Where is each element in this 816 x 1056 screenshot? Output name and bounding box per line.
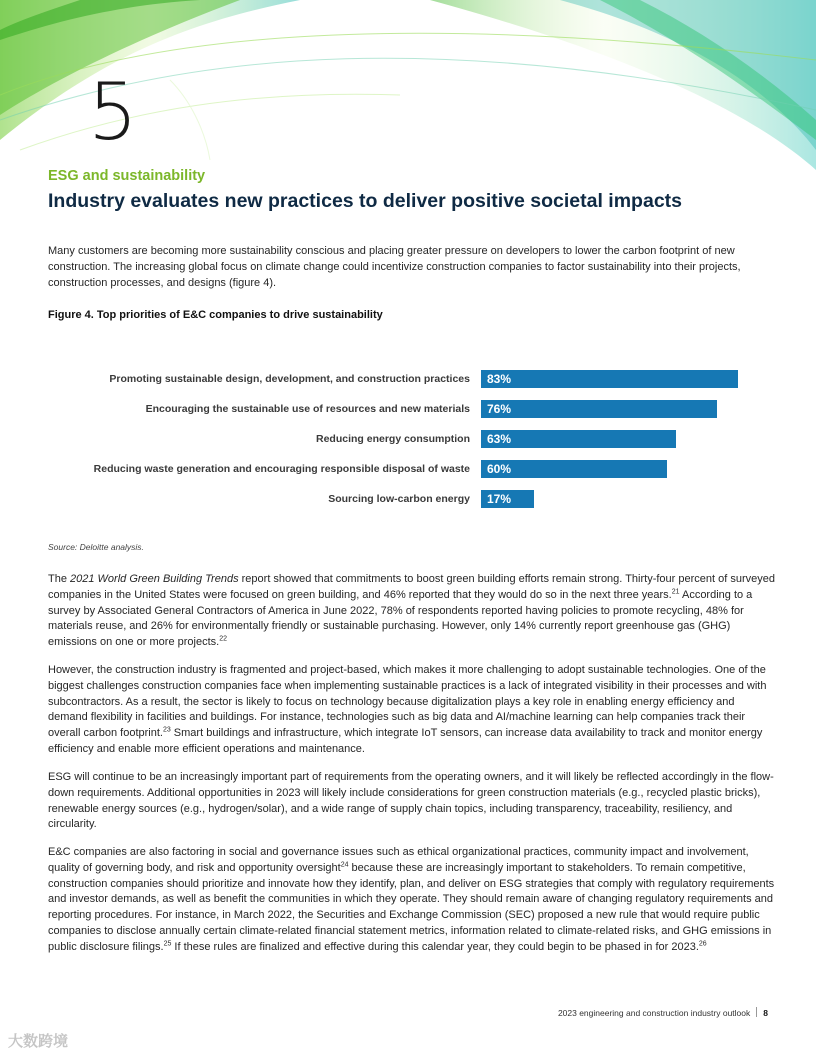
chapter-number: 5 xyxy=(88,68,138,158)
page-footer xyxy=(558,1007,768,1018)
bar xyxy=(481,460,667,478)
footnote-ref: 23 xyxy=(162,726,171,734)
chart-row xyxy=(0,370,816,388)
bar-category-label: Reducing waste generation and encouraging responsible disposal of waste xyxy=(93,463,470,475)
chart-row xyxy=(0,430,816,448)
body-paragraph-2: However, the construction industry is fragmented and project-based, which makes it more challenging to adopt sustainable technologies. One of the biggest challenges construction companies face when implementing sustainable practices is a lack of integrated visibility in their processes and with subcontractors. As a result, the sector is likely to focus on technology because digitalization plays a key role in enabling energy efficiency and demand flexibility in facilities and buildings. For instance, technologies such as big data and AI/machine learning can help companies track their overall carbon footprint.$^{23}$ Smart buildings and infrastructure, which integrate IoT sensors, can increase data availability to track and monitor energy efficiency and enable more efficient operations and maintenance. xyxy=(48,664,767,755)
section-label: ESG and sustainability xyxy=(48,168,206,184)
footer-divider xyxy=(756,1007,757,1017)
bar xyxy=(481,430,676,448)
body-paragraph-3: ESG will continue to be an increasingly important part of requirements from the operating owners, and it will likely be reflected accordingly in the flow-down requirements. Additional opportunities in 2023 will likely include considerations for green construction materials (e.g., recycled plastic bricks), renewable energy sources (e.g., hydrogen/solar), and a wide range of supply chain topics, including transparency, traceability, resiliency, and circularity. xyxy=(48,771,774,831)
chart-row xyxy=(0,490,816,508)
body-paragraph-1: The 2021 World Green Building Trends report showed that commitments to boost green building efforts remain strong. Thirty-four percent of surveyed companies in the United States were focused on green building, and 46% reported that they would do so in the next three years.$^{21}$ According to a survey by Associated General Contractors of America in June 2022, 78% of respondents reported having policies to promote recycling, 48% for materials reuse, and 26% for environmentally friendly or sustainable purchasing. However, only 14% currently report greenhouse gas (GHG) emissions on one or more projects.$^{22}$ xyxy=(48,573,775,649)
body-paragraph-4: E&C companies are also factoring in social and governance issues such as ethical organizational practices, community impact and involvement, quality of governing body, and risk and opportunity oversight$^{24}$ because these are increasingly important to stakeholders. To remain competitive, construction companies should prioritize and innovate how they identify, plan, and deliver on ESG strategies that comply with regulatory requirements and investor demands, as well as benefit the communities in which they operate. They should remain aware of changing regulatory requirements and reporting procedures. For instance, in March 2022, the Securities and Exchange Commission (SEC) proposed a new rule that would require public companies to disclose annually certain climate-related financial statement metrics, information related to climate-related risks, and GHG emissions in public disclosure filings.$^{25}$ If these rules are finalized and effective during this calendar year, they could begin to be phased in for 2023.26 xyxy=(48,846,775,953)
watermark: 大数跨境 xyxy=(8,1033,69,1050)
footnote-ref: 22 xyxy=(219,635,227,643)
bar-value-label: 63% xyxy=(487,432,512,446)
bar-category-label: Promoting sustainable design, development, and construction practices xyxy=(109,373,470,385)
bar-value-label: 60% xyxy=(487,462,512,476)
chart-row xyxy=(0,460,816,478)
bar xyxy=(481,400,717,418)
bar-category-label: Sourcing low-carbon energy xyxy=(328,493,470,505)
bar-chart xyxy=(0,360,816,520)
figure-source: Source: Deloitte analysis. xyxy=(48,542,144,552)
bar-category-label: Encouraging the sustainable use of resources and new materials xyxy=(145,403,470,415)
footnote-ref: 24 xyxy=(340,861,349,869)
bar xyxy=(481,490,534,508)
footnote-ref: 26 xyxy=(698,940,707,948)
bar xyxy=(481,370,738,388)
bar-category-label: Reducing energy consumption xyxy=(315,433,470,445)
bar-value-label: 83% xyxy=(487,372,512,386)
bar-value-label: 17% xyxy=(487,492,512,506)
chart-row xyxy=(0,400,816,418)
figure-title: Figure 4. Top priorities of E&C companies to drive sustainability xyxy=(48,309,383,321)
intro-paragraph: Many customers are becoming more sustainability conscious and placing greater pressure on developers to lower the carbon footprint of new construction. The increasing global focus on climate change could incentivize construction companies to factor sustainability into their projects, construction processes, and designs (figure 4). xyxy=(48,245,741,289)
footer-title: 2023 engineering and construction industry outlook xyxy=(557,1008,751,1018)
footnote-ref: 21 xyxy=(671,588,680,596)
page-number: 8 xyxy=(763,1008,768,1018)
bar-value-label: 76% xyxy=(487,402,512,416)
footnote-ref: 25 xyxy=(163,940,172,948)
page-title: Industry evaluates new practices to deliver positive societal impacts xyxy=(48,190,682,212)
